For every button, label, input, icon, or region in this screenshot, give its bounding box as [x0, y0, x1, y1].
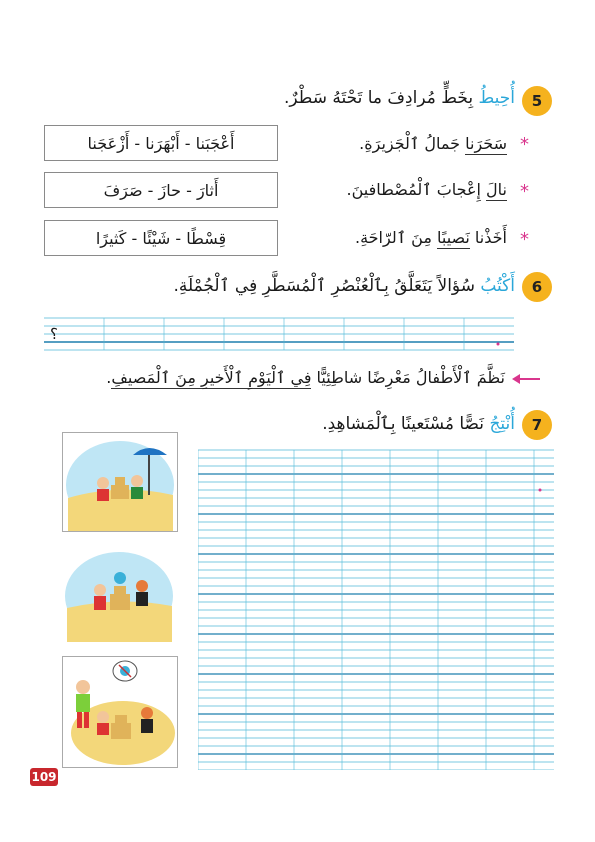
bullet-icon: * — [520, 229, 529, 250]
bullet-icon: * — [520, 134, 529, 155]
underlined-word: نَصيبًا — [436, 228, 470, 247]
beach-sandcastle-scene-3 — [63, 657, 177, 767]
page-number: 109 — [31, 770, 57, 784]
exercise-5-number: 5 — [522, 86, 552, 116]
exercise-5-text: بِخَطٍّ مُرادِفَ ما تَحْتَهُ سَطْرٌ. — [284, 88, 474, 108]
scene-image-1 — [62, 432, 178, 532]
arrow-left-icon — [512, 372, 542, 386]
question-mark: ؟ — [50, 325, 58, 343]
exercise-6-text: سُؤالاً يَتَعَلَّقُ بِٱلْعُنْصُرِ ٱلْمُسَطَّرِ فِي ٱلْجُمْلَةِ. — [173, 276, 475, 296]
scene-image-2 — [62, 546, 176, 644]
synonym-options-box-2: أَثارَ - حازَ - صَرَفَ — [44, 172, 278, 208]
exercise-6-number: 6 — [522, 272, 552, 302]
synonym-options-box-3: قِسْطًا - شَيْئًا - كَثيرًا — [44, 220, 278, 256]
exercise-6-sentence: نَظَّمَ ٱلْأَطْفالُ مَعْرِضًا شاطِئِيًّا فِي ٱلْيَوْمِ ٱلْأَخيرِ مِنَ ٱلْمَصيفِ. — [106, 368, 505, 387]
bullet-icon: * — [520, 181, 529, 202]
exercise-5-instruction — [284, 88, 515, 108]
exercise-5-sentence-2: نالَ إِعْجابَ ٱلْمُصْطافينَ. — [346, 180, 507, 199]
scene-image-3 — [62, 656, 178, 768]
underlined-word: نالَ — [486, 180, 507, 199]
beach-sandcastle-scene-1 — [63, 433, 177, 531]
exercise-5-sentence-3: أَخَذْنا نَصيبًا مِنَ ٱلرّاحَةِ. — [354, 228, 507, 247]
synonym-options-box-1: أَعْجَبَنا - أَبْهَرَنا - أَزْعَجَنا — [44, 125, 278, 161]
underlined-word: سَحَرَنا — [465, 134, 507, 153]
beach-sandcastle-scene-2 — [62, 546, 176, 644]
exercise-5-sentence-1: سَحَرَنا جَمالُ ٱلْجَزيرَةِ. — [359, 134, 507, 153]
exercise-7-text: نَصًّا مُسْتَعينًا بِٱلْمَشاهِدِ. — [322, 414, 485, 434]
exercise-7-instruction — [322, 413, 515, 434]
exercise-7-verb: أُنْتِجُ — [489, 414, 515, 434]
writing-area-ex7[interactable] — [198, 448, 554, 770]
exercise-6-verb: أَكْتُبُ — [480, 276, 515, 296]
exercise-5-verb: أُحِيطُ — [478, 88, 515, 108]
exercise-7-number: 7 — [522, 410, 552, 440]
exercise-6-instruction — [173, 275, 515, 296]
underlined-phrase: فِي ٱلْيَوْمِ ٱلْأَخيرِ مِنَ ٱلْمَصيفِ — [111, 368, 312, 387]
writing-line-ex6[interactable] — [44, 314, 514, 358]
